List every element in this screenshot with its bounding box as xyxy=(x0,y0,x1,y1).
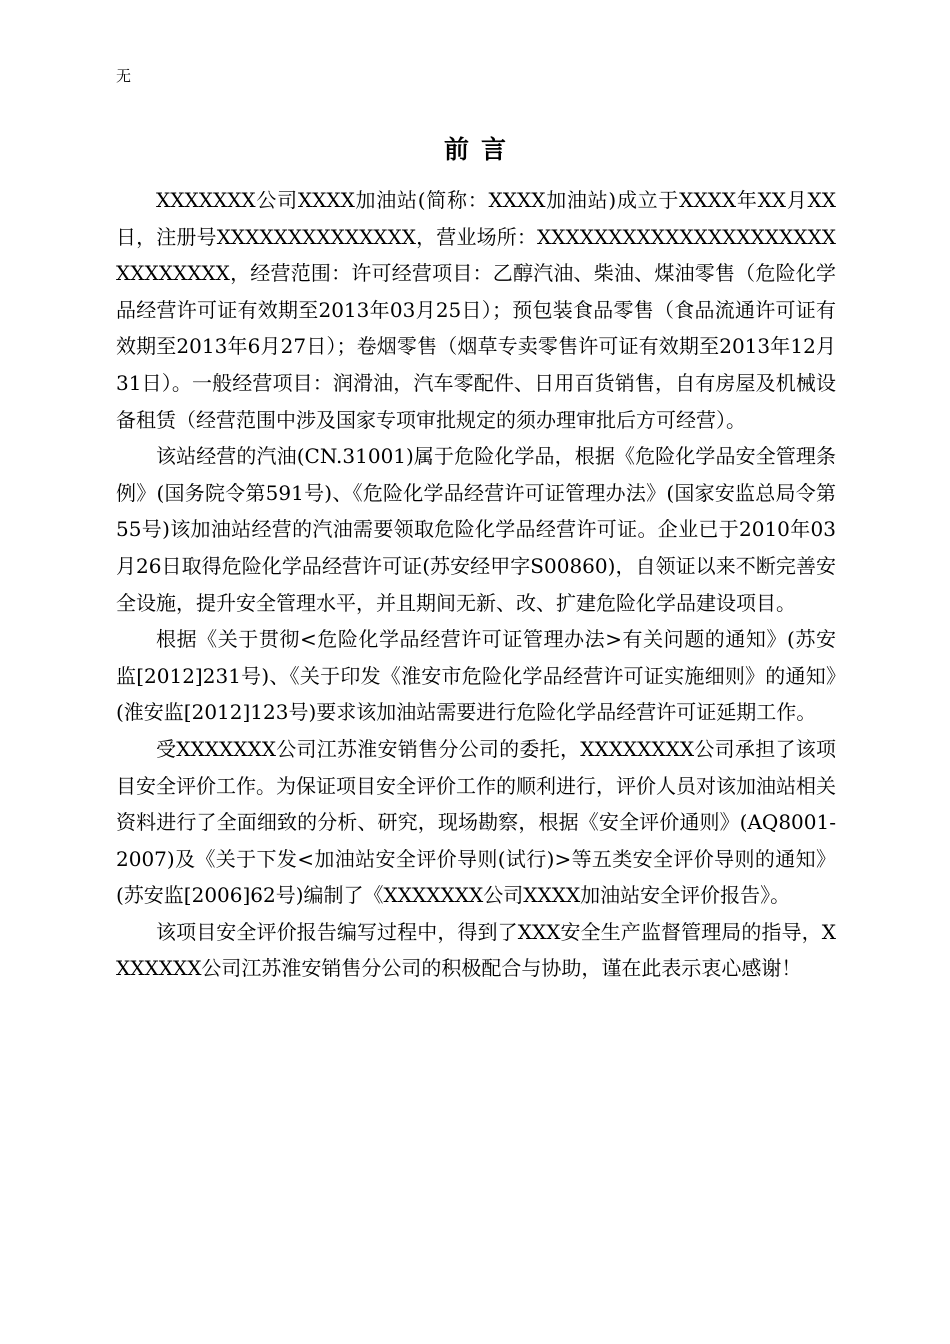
paragraph-evaluation-work: 受XXXXXXX公司江苏淮安销售分公司的委托，XXXXXXXX公司承担了该项目安全评价工作。为保证项目安全评价工作的顺利进行，评价人员对该加油站相关资料进行了全面细致的分析、研究，现场勘察，根据《安全评价通则》(AQ8001-2007)及《关于下发<加油站安全评价导则(试行)>等五类安全评价导则的通知》(苏安监[2006]62号)编制了《XXXXXXX公司XXXX加油站安全评价报告》。 xyxy=(116,736,836,908)
header-text: 无 xyxy=(116,67,132,85)
page-title: 前言 xyxy=(443,135,518,164)
paragraph-acknowledgement: 该项目安全评价报告编写过程中，得到了XXX安全生产监督管理局的指导，XXXXXXX公司江苏淮安销售分公司的积极配合与协助，谨在此表示衷心感谢！ xyxy=(116,919,836,981)
paragraph-extension-requirement: 根据《关于贯彻<危险化学品经营许可证管理办法>有关问题的通知》(苏安监[2012]231号)、《关于印发《淮安市危险化学品经营许可证实施细则》的通知》(淮安监[2012]123号)要求该加油站需要进行危险化学品经营许可证延期工作。 xyxy=(116,627,836,725)
paragraph-company-intro: XXXXXXX公司XXXX加油站(简称：XXXX加油站)成立于XXXX年XX月XX日，注册号XXXXXXXXXXXXXX，营业场所：XXXXXXXXXXXXXXXXXXXXXXXXXXXXX，经营范围：许可经营项目：乙醇汽油、柴油、煤油零售（危险化学品经营许可证有效期至2013年03月25日）；预包装食品零售（食品流通许可证有效期至2013年6月27日）；卷烟零售（烟草专卖零售许可证有效期至2013年12月31日）。一般经营项目：润滑油，汽车零配件、日用百货销售，自有房屋及机械设备租赁（经营范围中涉及国家专项审批规定的须办理审批后方可经营）。 xyxy=(116,188,836,432)
paragraph-license-basis: 该站经营的汽油(CN.31001)属于危险化学品，根据《危险化学品安全管理条例》(国务院令第591号)、《危险化学品经营许可证管理办法》(国家安监总局令第55号)该加油站经营的汽油需要领取危险化学品经营许可证。企业已于2010年03月26日取得危险化学品经营许可证(苏安经甲字S00860)，自领证以来不断完善安全设施，提升安全管理水平，并且期间无新、改、扩建危险化学品建设项目。 xyxy=(116,444,836,615)
document-body xyxy=(116,182,836,987)
